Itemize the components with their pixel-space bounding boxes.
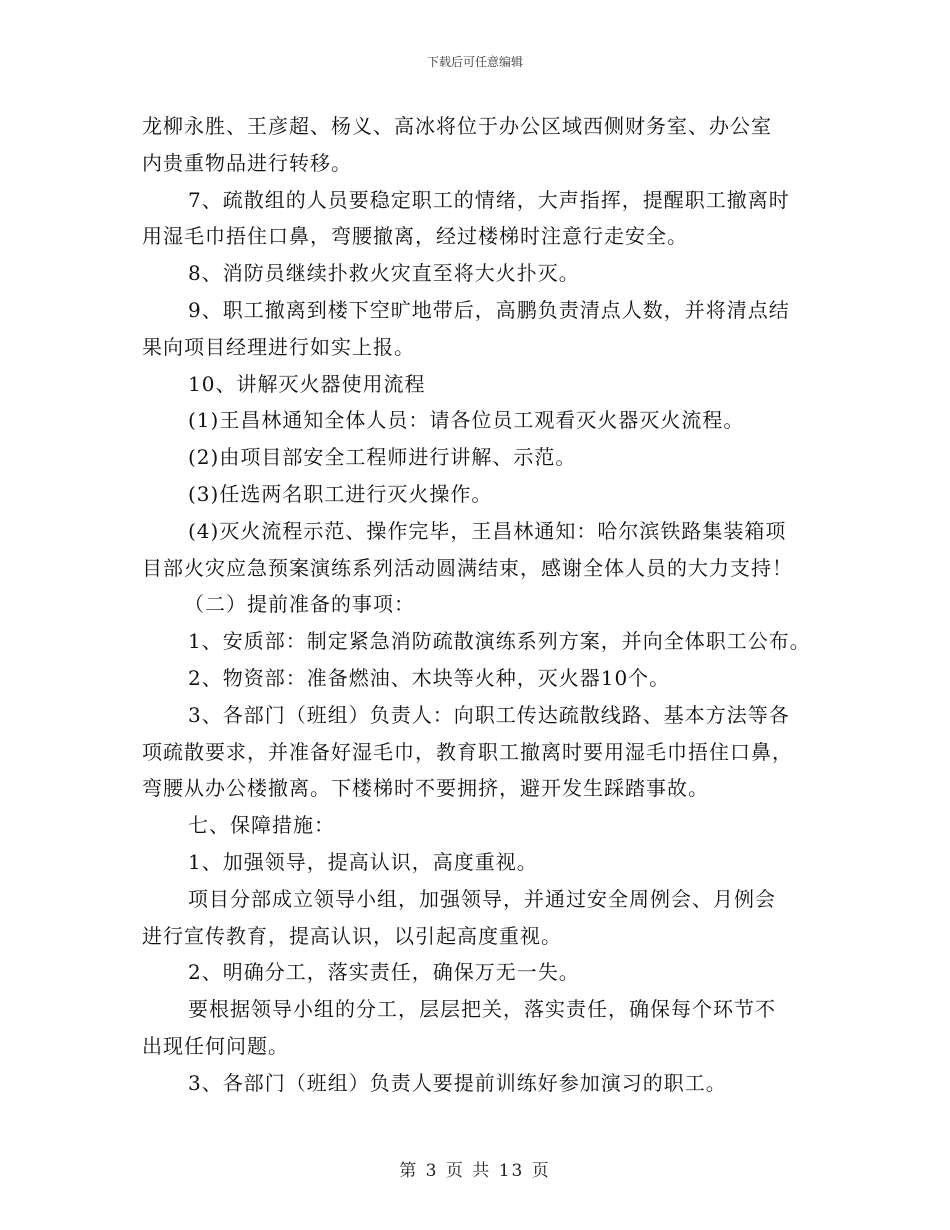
document-body (142, 108, 832, 1102)
body-line: (3)任选两名职工进行灭火操作。 (188, 481, 493, 506)
body-line: 2、物资部：准备燃油、木块等火种，灭火器10个。 (188, 665, 671, 690)
body-line: 进行宣传教育，提高认识，以引起高度重视。 (142, 923, 562, 948)
body-line: 9、职工撤离到楼下空旷地带后，高鹏负责清点人数，并将清点结 (188, 297, 790, 322)
body-line: 10、讲解灭火器使用流程 (188, 371, 426, 396)
body-line: 项疏散要求，并准备好湿毛巾，教育职工撤离时要用湿毛巾捂住口鼻， (142, 739, 793, 764)
page-header-note: 下载后可任意编辑 (426, 55, 523, 69)
body-line: (1)王昌林通知全体人员：请各位员工观看灭火器灭火流程。 (188, 408, 745, 433)
body-line: 7、疏散组的人员要稳定职工的情绪，大声指挥，提醒职工撤离时 (188, 187, 790, 212)
body-line: 内贵重物品进行转移。 (142, 150, 352, 175)
body-line: (2)由项目部安全工程师进行讲解、示范。 (188, 445, 577, 470)
body-line: (4)灭火流程示范、操作完毕，王昌林通知：哈尔滨铁路集装箱项 (188, 518, 787, 543)
body-line: 3、各部门（班组）负责人：向职工传达疏散线路、基本方法等各 (188, 702, 790, 727)
section-heading: （二）提前准备的事项： (184, 592, 415, 617)
body-line: 项目分部成立领导小组，加强领导，并通过安全周例会、月例会 (188, 886, 776, 911)
body-line: 1、加强领导，提高认识，高度重视。 (188, 849, 538, 874)
body-line: 目部火灾应急预案演练系列活动圆满结束，感谢全体人员的大力支持！ (142, 555, 793, 580)
body-line: 弯腰从办公楼撤离。下楼梯时不要拥挤，避开发生踩踏事故。 (142, 776, 709, 801)
body-line: 龙柳永胜、王彦超、杨义、高冰将位于办公区域西侧财务室、办公室 (142, 114, 772, 138)
body-line: 要根据领导小组的分工，层层把关，落实责任，确保每个环节不 (188, 997, 776, 1022)
section-heading: 七、保障措施： (188, 813, 335, 838)
body-line: 8、消防员继续扑救火灾直至将大火扑灭。 (188, 261, 580, 286)
body-line: 1、安质部：制定紧急消防疏散演练系列方案，并向全体职工公布。 (188, 629, 811, 654)
body-line: 出现任何问题。 (142, 1033, 289, 1058)
body-line: 3、各部门（班组）负责人要提前训练好参加演习的职工。 (188, 1070, 727, 1095)
body-line: 用湿毛巾捂住口鼻，弯腰撤离，经过楼梯时注意行走安全。 (142, 224, 688, 249)
page-number: 第 3 页 共 13 页 (399, 1161, 551, 1181)
body-line: 果向项目经理进行如实上报。 (142, 334, 415, 359)
body-line: 2、明确分工，落实责任，确保万无一失。 (188, 960, 580, 985)
